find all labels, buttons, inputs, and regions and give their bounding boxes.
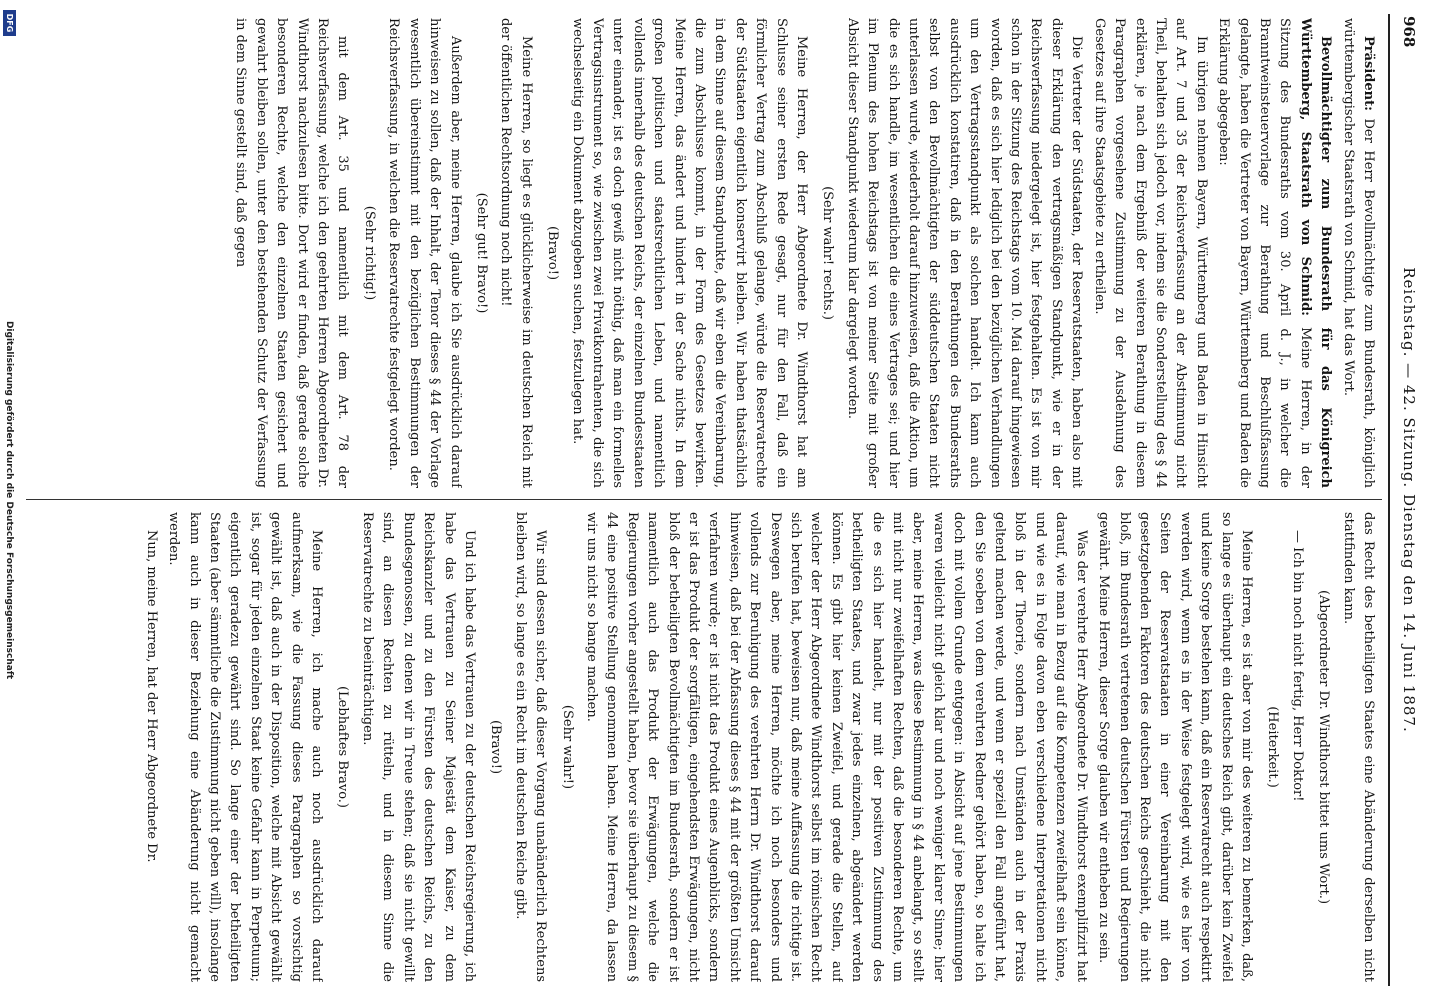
running-title: Reichstag. — 42. Sitzung. Dienstag den 14. Juni 1887. <box>1400 267 1418 733</box>
interjection: (Lebhaftes Bravo.) <box>335 685 351 809</box>
body-paragraph: — Ich bin noch nicht fertig, Herr Doktor! <box>1289 530 1305 802</box>
digitization-footer <box>0 0 18 1000</box>
body-paragraph: Wir sind dessen sicher, daß dieser Vorgang unabänderlich Rechtens bleiben wird, so lange es ein Recht im deutschen Reiche gibt. <box>512 512 549 982</box>
body-paragraph: Meine Herren, so liegt es glücklicherweise im deutschen Reich mit der öffentlichen Rechtsordnung noch nicht! <box>498 18 534 488</box>
speaker-name: Präsident: <box>1361 36 1376 111</box>
body-paragraph: mit dem Art. 35 und namentlich mit dem Art. 78 der Reichsverfassung, welche ich den geehrten Herren Abgeordneten Dr. Windthorst nachzulesen bitte. Dort wird er finden, daß gerade solche besonderen Rechte, welche den einzelnen Staaten gesichert und gewahrt bleiben sollen, unter den bestehenden Schutz der Verfassung in dem Sinne gestellt sind, daß gegen <box>233 18 351 488</box>
body-paragraph: Meine Herren, der Herr Abgeordnete Dr. Windthorst hat am Schlusse seiner ersten Rede gesagt, nur für den Fall, daß ein förmlicher Vertrag zum Abschluß gelange, würde die Reservatrechte der Südstaaten eigentlich konservirt bleiben. Wir haben thatsächlich in dem Sinne auf diesem Standpunkte, daß wir eben die Vereinbarung, die zum Abschlusse kommt, in der Form des Gesetzes bewirken. Meine Herren, das ändert und hindert in der Sache nichts. In dem großen politischen und staatsrechtlichen Leben, und namentlich vollends innerhalb des deutschen Reichs, der einzelnen Bundesstaaten unter einander, ist es doch gewiß nicht nöthig, daß man ein formelles Vertragsinstrument so, wie zwischen zwei Privatkontrahenten, die sich wechselseitig ein Dokument abzugeben suchen, festzulegen hat. <box>569 18 810 488</box>
page-header <box>1392 0 1418 1000</box>
left-column <box>26 18 1378 488</box>
body-paragraph: Was der verehrte Herr Abgeordnete Dr. Windthorst exemplifizirt hat darauf, wie man in Bezug auf die Kompetenzen zweifelhaft sein könne, und wie es in Folge davon eben verschiedene Interpretationen nicht bloß in der Theorie, sondern nach Umständen auch in der Praxis geltend machen werde, und wenn er speziell den Fall angeführt hat, den Sie soeben von dem verehrten Redner gehört haben, so halte ich doch mit vollem Grunde entgegen: in Absicht auf jene Bestimmungen waren vielleicht nicht gleich klar und noch weniger klarer Sinne; hier aber, meine Herren, was diese Bestimmung in § 44 anbelangt, so stellt mit nicht nur zweifelhaften Rechten, daß die besonderen Rechte, um die es sich hier handelt, nur mit der positiven Zustimmung des betheiligten Staates, und zwar jedes einzelnen, abgeändert werden können. Es gibt hier keinen Zweifel, und gerade die Stellen, auf welcher der Herr Abgeordnete Windthorst selbst im römischen Recht sich berufen hat, beweisen nur, daß meine Auffassung die richtige ist. Deswegen aber, meine Herren, möchte ich noch besonders und vollends zur Beruhigung des verehrten Herrn Dr. Windthorst darauf hinweisen, daß bei der Abfassung dieses § 44 mit der größten Umsicht verfahren wurde; er ist nicht das Produkt eines Augenblicks, sondern er ist das Produkt der sorgfältigen, eingehendsten Erwägungen, nicht bloß der betheiligten Bevollmächtigten im Bundesrath, sondern er ist namentlich auch das Produkt der Erwägungen, welche die Regierungen vorher angestellt haben, bevor sie überhaupt zu diesem § 44 eine positive Stellung genommen haben. Meine Herren, da lassen wir uns nicht so bange machen. <box>583 512 1089 982</box>
body-paragraph: Meine Herren, es ist aber von mir des weiteren zu bemerken, daß, so lange es überhaupt ein deutsches Reich gibt, darüber kein Zweifel und keine Sorge bestehen kann, daß ein Reservatrecht auch respektirt werden wird, wenn es in der Weise festgelegt wird, wie es hier von Seiten der Reservatstaaten in einer Vereinbarung mit den gesetzgebenden Faktoren des deutschen Reichs geschieht, die nicht bloß, im Bundesrath vertretenen deutschen Fürsten und Regierungen gewährt. Meine Herren, dieser Sorge glauben wir entheben zu sein. <box>1096 512 1254 982</box>
body-paragraph: Die Vertreter der Südstaaten, der Reservatstaaten, haben also mit dieser Erklärung den vertragsmäßigen Standpunkt, wie er in der Reichsverfassung niedergelegt ist, hier festgehalten. Es ist von mir schon in der Sitzung des Reichstags vom 10. Mai darauf hingewiesen worden, daß es sich hier lediglich bei den bezüglichen Verhandlungen um den Vertragsstandpunkt als solchen handelt. Ich kann auch ausdrücklich konstatiren, daß in den Berathungen des Bundesraths selbst von den Bevollmächtigten der süddeutschen Staaten nicht unterlassen wurde, wiederholt darauf hinzuweisen, daß die Aktion, um die es sich handle, im wesentlichen die eines Vertrages sei; und hier im Plenum des hohen Reichstags ist von meiner Seite mit großer Absicht dieser Standpunkt wiederum klar dargelegt worden. <box>844 18 1085 488</box>
speech-text: Der Herr Bevollmächtigte zum Bundesrath, königlich württembergischer Staatsrath von Schmid, hat das Wort. <box>1340 18 1376 488</box>
footer-credit: Digitalisierung gefördert durch die Deutsche Forschungsgemeinschaft <box>4 320 14 680</box>
body-paragraph: Und ich habe das Vertrauen zu der deutschen Reichsregierung, ich habe das Vertrauen zu Seiner Majestät dem Kaiser, zu dem Reichskanzler und zu den Fürsten des deutschen Reichs, zu den Bundesgenossen, zu denen wir in Treue stehen; daß sie nicht gewillt sind, an diesen Rechten zu rütteln, und in diesem Sinne die Reservatrechte zu beeinträchtigen. <box>359 512 477 982</box>
speech-text: Meine Herren, in der Sitzung des Bundesraths vom 30. April d. J., in welcher die Branntweinsteuervorlage zur Berathung und Beschlußfassung gelangte, haben die Vertreter von Bayern, Württemberg und Baden die Erklärung abgegeben: <box>1216 18 1313 488</box>
body-paragraph: Im übrigen nehmen Bayern, Württemberg und Baden in Hinsicht auf Art. 7 und 35 der Reichsverfassung an der Abstimmung nicht Theil, behalten sich jedoch vor, indem sie die Sonderstellung des § 44 erklären, je nach dem Ergebniß der weiteren Berathung in diesem Paragraphen vorgesehene Zustimmung zu der Ausdehnung des Gesetzes auf ihre Staatsgebiete zu ertheilen. <box>1091 18 1209 488</box>
interjection: (Sehr wahr!) <box>559 704 575 790</box>
interjection: (Sehr wahr! rechts.) <box>820 186 836 320</box>
speaker-paragraph <box>1337 18 1378 488</box>
speaker-paragraph <box>1213 18 1335 488</box>
interjection: (Sehr gut! Bravo!) <box>473 192 489 314</box>
interjection: (Abgeordneter Dr. Windthorst bittet ums Wort.) <box>1316 589 1332 905</box>
column-divider <box>26 499 1382 500</box>
body-paragraph: Außerdem aber, meine Herren, glaube ich Sie ausdrücklich darauf hinweisen zu sollen, daß der Inhalt, der Tenor dieses § 44 der Vorlage wesentlich übereinstimmt mit den bezüglichen Bestimmungen der Reichsverfassung, in welchen die Reservatrechte festgelegt worden. <box>386 18 463 488</box>
body-paragraph: Nun, meine Herren, hat der Herr Abgeordnete Dr. <box>143 530 159 863</box>
interjection: (Heiterkeit.) <box>1265 706 1281 788</box>
dfg-logo: DFG <box>3 10 16 36</box>
interjection: (Sehr richtig!) <box>361 205 377 301</box>
body-paragraph: Meine Herren, ich mache auch noch ausdrücklich darauf aufmerksam, wie die Fassung dieses Paragraphen so vorsichtig gewählt ist, daß auch in der Disposition, welche mit Absicht gewählt ist, sogar für jeden einzelnen Staat keine Gefahr kann in Perpetuum; eigentlich geradezu gewährt sind. So lange einer der betheiligten Staaten (aber sämmtliche die Zustimmung nicht geben will), insolange kann auch in dieser Beziehung eine Abänderung nicht gemacht werden. <box>166 512 325 982</box>
speaker-name: Bevollmächtigter zum Bundesrath für das Königreich Württemberg, Staatsrath von Schmid: <box>1297 18 1334 488</box>
page-number: 968 <box>1400 16 1418 48</box>
right-column <box>26 512 1378 982</box>
header-rule <box>1388 14 1390 986</box>
body-paragraph: das Recht des betheiligten Staates eine Abänderung derselben nicht stattfinden kann. <box>1340 512 1376 982</box>
interjection: (Bravo!) <box>488 719 504 775</box>
interjection: (Bravo!) <box>545 225 561 281</box>
